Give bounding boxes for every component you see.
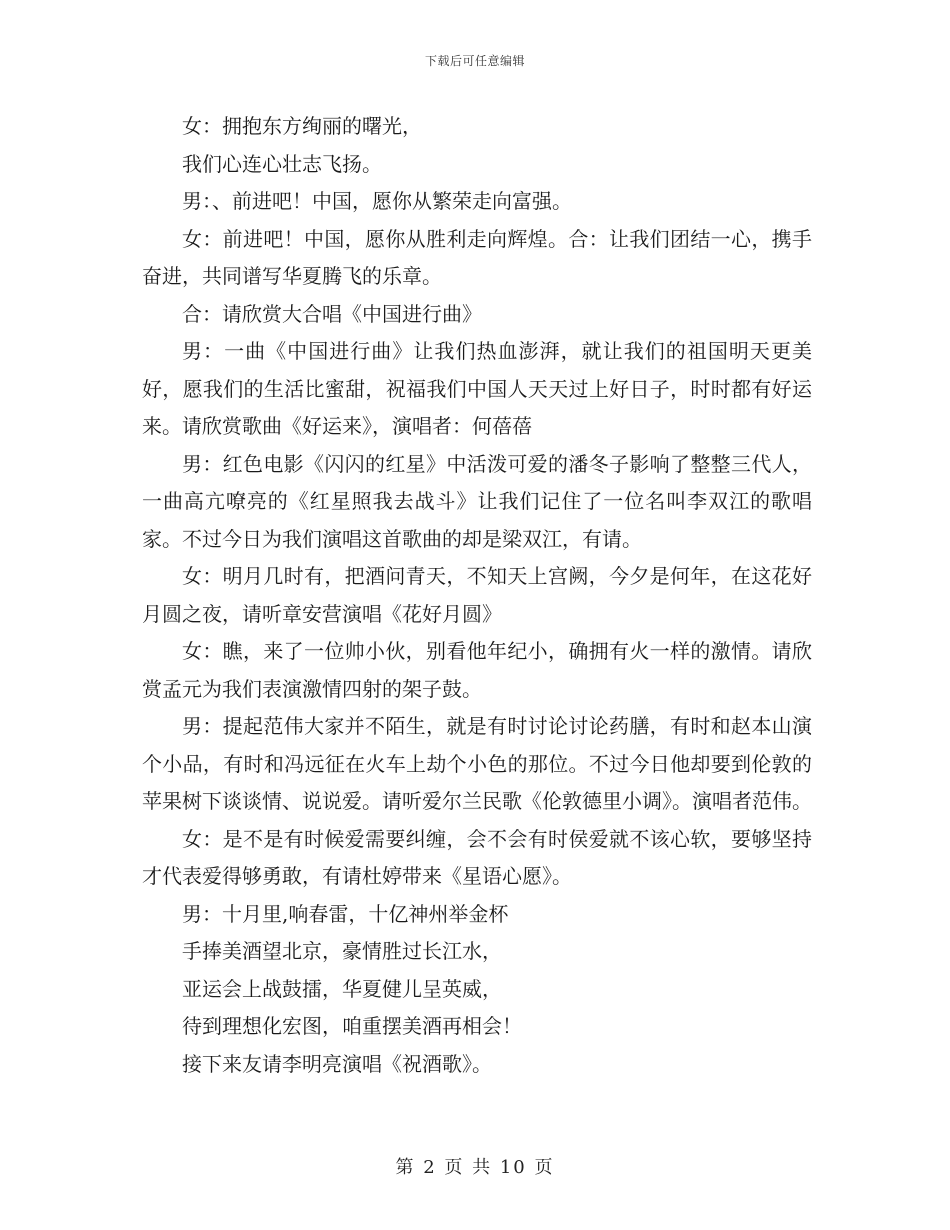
paragraph: 男：红色电影《闪闪的红星》中活泼可爱的潘冬子影响了整整三代人，一曲高亢嘹亮的《红星照我去战斗》让我们记住了一位名叫李双江的歌唱家。不过今日为我们演唱这首歌曲的却是梁双江，有请。: [142, 451, 812, 551]
paragraph: 男：、前进吧！中国，愿你从繁荣走向富强。: [182, 189, 572, 213]
paragraph: 女：是不是有时候爱需要纠缠，会不会有时侯爱就不该心软，要够坚持才代表爱得够勇敢，有请杜婷带来《星语心愿》。: [142, 826, 812, 888]
paragraph: 男：十月里,响春雷，十亿神州举金杯: [182, 901, 509, 926]
paragraph: 女：拥抱东方绚丽的曙光，: [182, 114, 422, 138]
paragraph: 接下来友请李明亮演唱《祝酒歌》。: [182, 1051, 492, 1076]
paragraph: 待到理想化宏图，咱重摆美酒再相会！: [182, 1014, 522, 1038]
document-body: [142, 108, 812, 1083]
paragraph: 手捧美酒望北京，豪情胜过长江水，: [182, 939, 502, 963]
paragraph: 女：前进吧！中国，愿你从胜利走向辉煌。合：让我们团结一心，携手奋进，共同谱写华夏腾飞的乐章。: [142, 226, 812, 288]
paragraph: 男：提起范伟大家并不陌生，就是有时讨论讨论药膳，有时和赵本山演个小品，有时和冯远征在火车上劫个小色的那位。不过今日他却要到伦敦的苹果树下谈谈情、说说爱。请听爱尔兰民歌《伦敦德里小调》。演唱者范伟。: [142, 714, 812, 813]
paragraph: 女：明月几时有，把酒问青天，不知天上宫阙，今夕是何年，在这花好月圆之夜，请听章安营演唱《花好月圆》: [142, 564, 812, 626]
page-header: 下载后可任意编辑: [424, 54, 525, 68]
paragraph: 亚运会上战鼓擂，华夏健儿呈英威，: [182, 976, 502, 1001]
paragraph: 我们心连心壮志飞扬。: [182, 151, 382, 176]
paragraph: 男：一曲《中国进行曲》让我们热血澎湃，就让我们的祖国明天更美好，愿我们的生活比蜜甜，祝福我们中国人天天过上好日子，时时都有好运来。请欣赏歌曲《好运来》，演唱者：何蓓蓓: [142, 339, 812, 438]
page-number-footer: 第 2 页 共 10 页: [395, 1157, 555, 1178]
paragraph: 女：瞧，来了一位帅小伙，别看他年纪小，确拥有火一样的激情。请欣赏孟元为我们表演激情四射的架子鼓。: [142, 639, 812, 701]
paragraph: 合：请欣赏大合唱《中国进行曲》: [182, 301, 482, 326]
